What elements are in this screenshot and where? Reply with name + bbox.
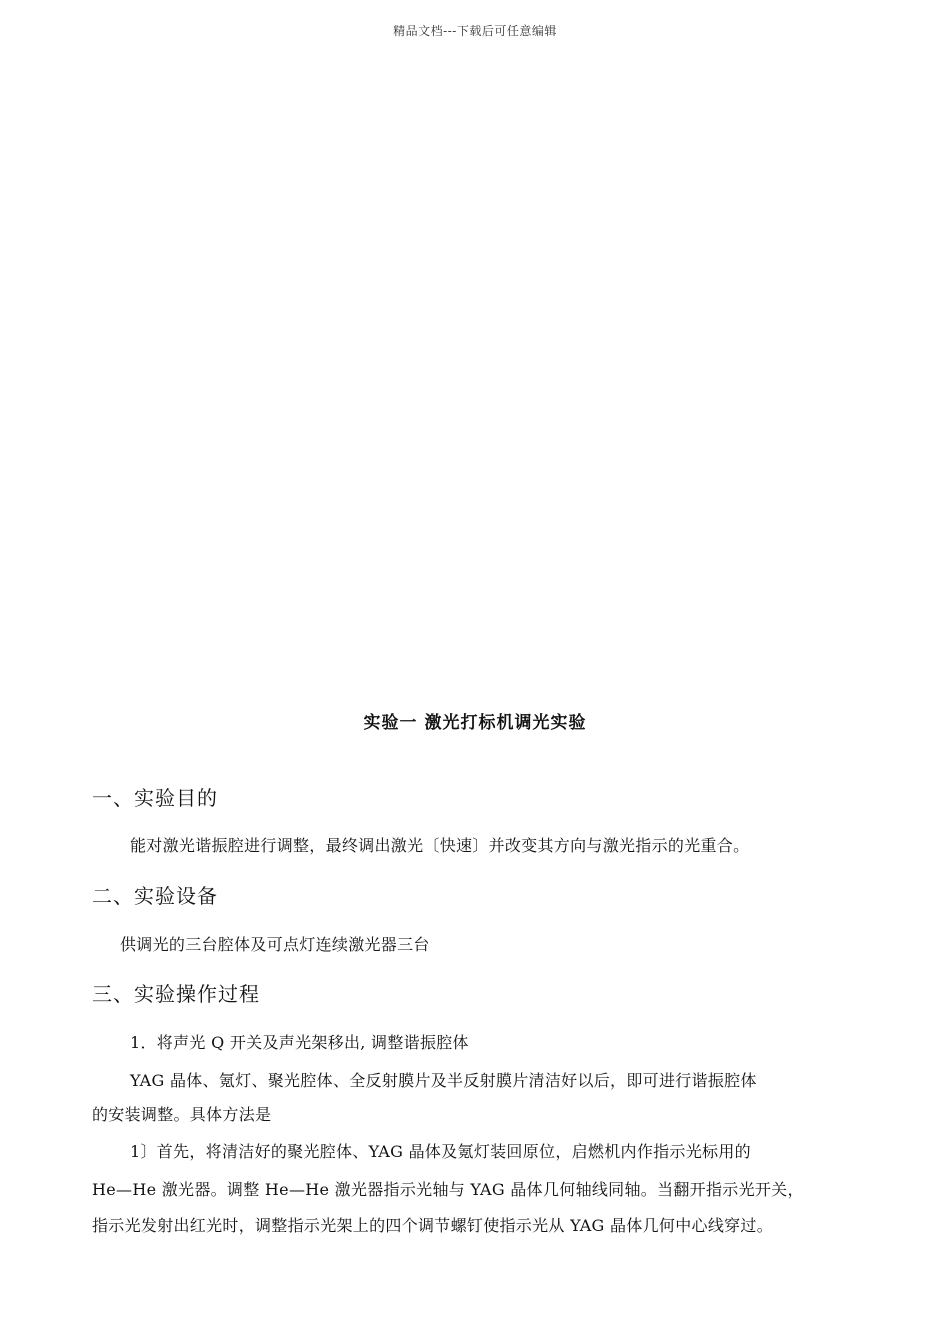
equipment-paragraph: 供调光的三台腔体及可点灯连续激光器三台	[120, 935, 430, 954]
procedure-paragraph-1-line-1: YAG 晶体、氪灯、聚光腔体、全反射膜片及半反射膜片清洁好以后，即可进行谐振腔体	[130, 1071, 757, 1090]
procedure-paragraph-1-line-2: 的安装调整。具体方法是	[92, 1105, 272, 1124]
document-title: 实验一 激光打标机调光实验	[363, 713, 587, 733]
procedure-paragraph-2-line-3: 指示光发射出红光时，调整指示光架上的四个调节螺钉使指示光从 YAG 晶体几何中心线穿过。	[92, 1216, 774, 1235]
procedure-step-1: 1．将声光 Q 开关及声光架移出, 调整谐振腔体	[130, 1033, 469, 1052]
section-heading-purpose: 一、实验目的	[92, 786, 218, 810]
section-heading-procedure: 三、实验操作过程	[92, 982, 260, 1006]
procedure-paragraph-2-line-2: He—He 激光器。调整 He—He 激光器指示光轴与 YAG 晶体几何轴线同轴。当翻开指示光开关，	[92, 1180, 804, 1199]
procedure-paragraph-2-line-1: 1〕首先，将清洁好的聚光腔体、YAG 晶体及氪灯装回原位，启燃机内作指示光标用的	[130, 1142, 751, 1161]
section-heading-equipment: 二、实验设备	[92, 884, 218, 908]
page-header: 精品文档---下载后可任意编辑	[393, 24, 557, 38]
purpose-paragraph: 能对激光谐振腔进行调整，最终调出激光〔快速〕并改变其方向与激光指示的光重合。	[130, 836, 750, 855]
